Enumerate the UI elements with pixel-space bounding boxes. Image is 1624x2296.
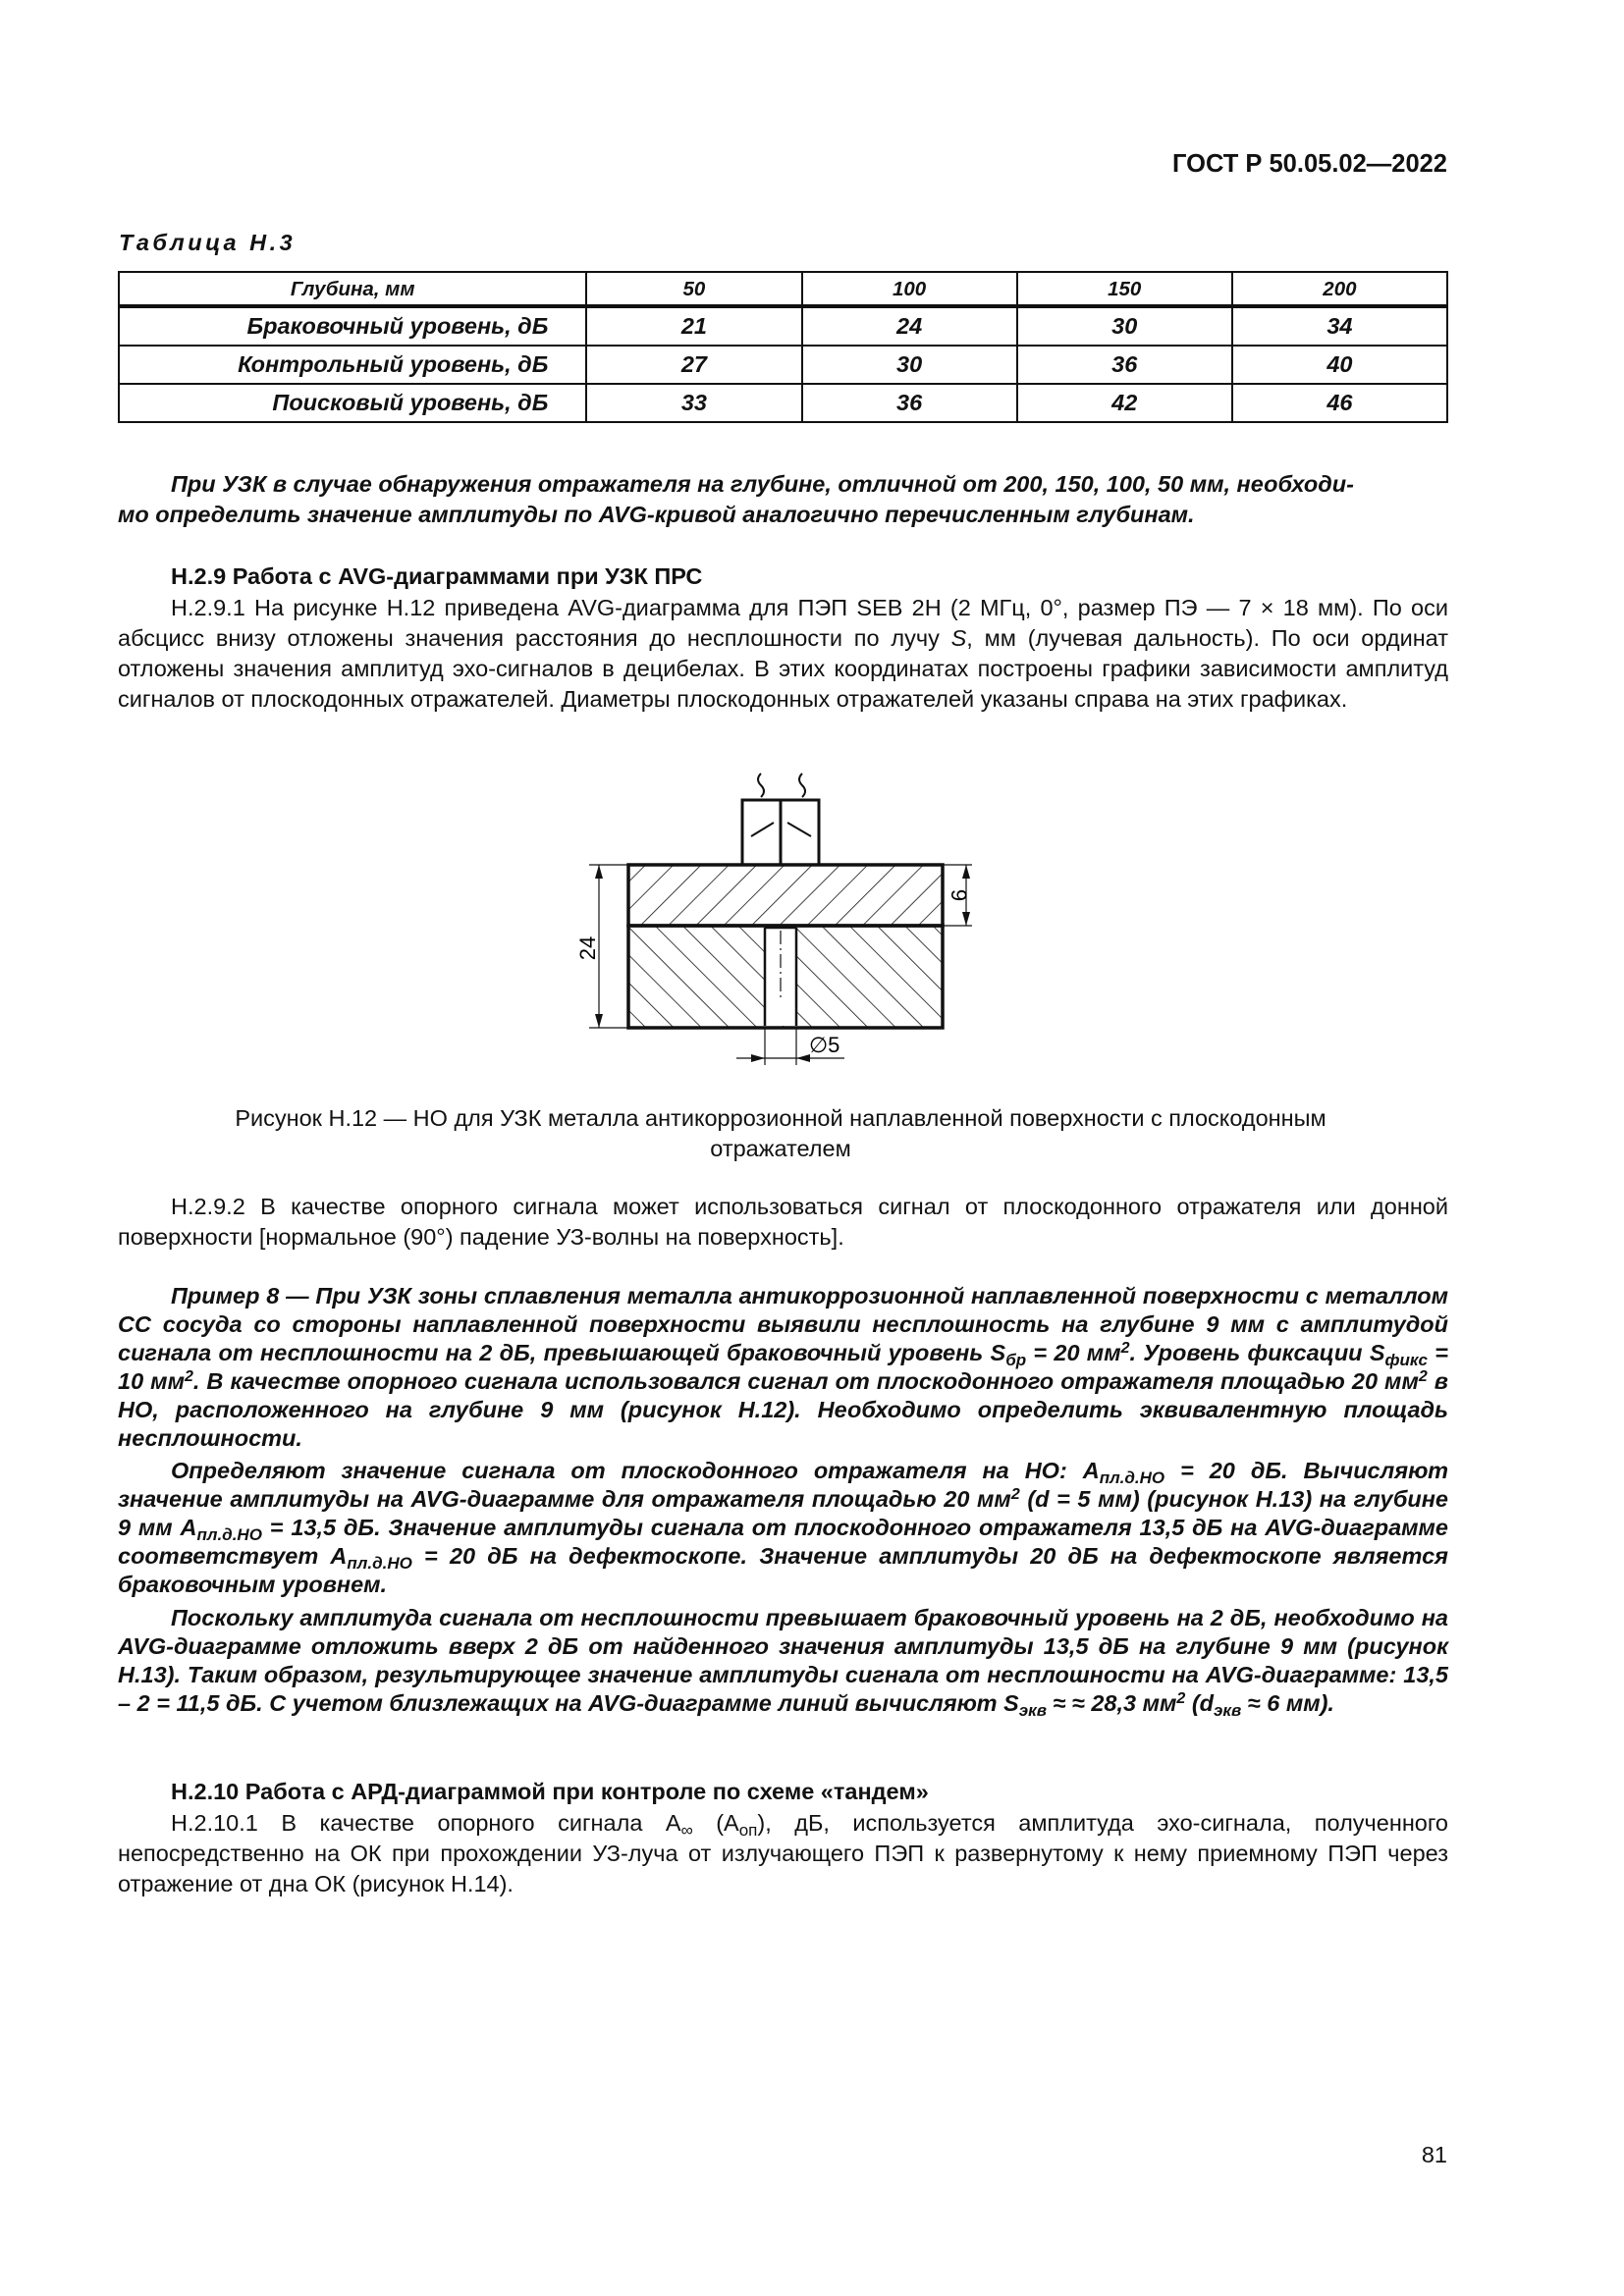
row-label: Поисковый уровень, дБ xyxy=(119,384,586,422)
table-cell: 30 xyxy=(1017,306,1232,346)
note-avg xyxy=(118,469,1448,530)
note-line: мо определить значение амплитуды по AVG-кривой аналогично перечисленным глубинам. xyxy=(118,502,1195,527)
table-row xyxy=(119,306,1447,346)
table-cell: 34 xyxy=(1232,306,1447,346)
variable-s: S xyxy=(950,625,967,651)
table-caption: Таблица Н.3 xyxy=(119,230,297,255)
row-label: Браковочный уровень, дБ xyxy=(119,306,586,346)
text-run: = 20 дБ. Вычисляют значение амплитуды на AVG-диаграмме для отражателя площадью 20 мм xyxy=(118,1458,1448,1512)
table-header-depth: Глубина, мм xyxy=(119,272,586,306)
table-cell: 24 xyxy=(802,306,1017,346)
section-heading-h29: Н.2.9 Работа с AVG-диаграммами при УЗК ПРС xyxy=(171,563,703,589)
figure-drawing xyxy=(550,766,1021,1080)
cladding-layer xyxy=(628,865,943,926)
text-run: Пример 8 — При УЗК зоны сплавления металла антикоррозионной наплавленной поверхности с металлом СС сосуда со стороны наплавленной поверхности выявили несплошность на глубине 9 мм с амплитудой сигнала от несплошности на 2 дБ, превышающей браковочный уровень S xyxy=(118,1283,1448,1365)
text-run: ), дБ, используется амплитуда эхо-сигнала, полученного непосредственно на ОК при прохождении УЗ-луча от излучающего ПЭП к развернутому к нему приемному ПЭП через отражение от дна ОК (рисунок Н.14). xyxy=(118,1810,1448,1896)
text-run: (d = 5 мм) (рисунок Н.13) на глубине 9 мм A xyxy=(118,1486,1448,1540)
caption-line: Рисунок Н.12 — НО для УЗК металла антикоррозионной наплавленной поверхности с плоскодонным xyxy=(235,1105,1326,1131)
text-run: Поскольку амплитуда сигнала от несплошности превышает браковочный уровень на 2 дБ, необходимо на AVG-диаграмме отложить вверх 2 дБ от найденного значения амплитуды 13,5 дБ на глубине 9 мм (рисунок Н.13). Таким образом, результирующее значение амплитуды сигнала от несплошности на AVG-диаграмме: 13,5 – 2 = 11,5 дБ. С учетом близлежащих на AVG-диаграмме линий вычисляют S xyxy=(118,1605,1448,1716)
subscript: фикс xyxy=(1384,1351,1428,1369)
superscript: 2 xyxy=(1010,1486,1020,1503)
text-run: (A xyxy=(692,1810,739,1836)
superscript: 2 xyxy=(1120,1340,1130,1357)
text-run: ≈ 6 мм). xyxy=(1241,1690,1334,1716)
section-heading-h210: Н.2.10 Работа с АРД-диаграммой при контроле по схеме «тандем» xyxy=(171,1779,929,1804)
text-run: = 20 мм xyxy=(1026,1340,1121,1365)
text-run: (d xyxy=(1185,1690,1215,1716)
example-8-p2 xyxy=(118,1457,1448,1599)
cable-icon xyxy=(758,774,764,797)
subscript: экв xyxy=(1214,1701,1242,1720)
table-cell: 36 xyxy=(1017,346,1232,384)
table-header-cell: 50 xyxy=(586,272,801,306)
text-run: Н.2.10.1 В качестве опорного сигнала A xyxy=(171,1810,681,1836)
table-cell: 46 xyxy=(1232,384,1447,422)
subscript: пл.д.НО xyxy=(347,1554,412,1573)
subscript: бр xyxy=(1005,1351,1027,1369)
row-label: Контрольный уровень, дБ xyxy=(119,346,586,384)
superscript: 2 xyxy=(184,1368,193,1385)
document-header: ГОСТ Р 50.05.02—2022 xyxy=(1172,150,1447,178)
table-cell: 36 xyxy=(802,384,1017,422)
table-cell: 42 xyxy=(1017,384,1232,422)
paragraph-h2101 xyxy=(118,1808,1448,1899)
dimension-top-label: 9 xyxy=(947,888,971,902)
text-run: Н.2.9.1 На рисунке Н.12 приведена AVG-диаграмма для ПЭП SEB 2Н (2 МГц, 0°, размер ПЭ — 7 × 18 мм). По оси абсцисс внизу отложены значения расстояния до несплошности по лучу xyxy=(118,595,1448,651)
subscript: ∞ xyxy=(680,1821,693,1840)
text-run: = 20 дБ на дефектоскопе. Значение амплитуды 20 дБ на дефектоскопе является браковочным уровнем. xyxy=(118,1543,1448,1597)
caption-line: отражателем xyxy=(710,1136,851,1161)
table-cell: 40 xyxy=(1232,346,1447,384)
dimension-hole-label: ∅5 xyxy=(809,1033,840,1057)
text-run: = 13,5 дБ. Значение амплитуды сигнала от плоскодонного отражателя 13,5 дБ на AVG-диаграмме соответствует A xyxy=(118,1515,1448,1569)
paragraph-h292: Н.2.9.2 В качестве опорного сигнала может использоваться сигнал от плоскодонного отражателя или донной поверхности [нормальное (90°) падение УЗ-волны на поверхность]. xyxy=(118,1194,1448,1250)
table-header-cell: 150 xyxy=(1017,272,1232,306)
text-run: , мм (лучевая дальность). По оси ординат отложены значения амплитуд эхо-сигналов в децибелах. В этих координатах построены графики зависимости амплитуд сигналов от плоскодонных отражателей. Диаметры плоскодонных отражателей указаны справа на этих графиках. xyxy=(118,625,1448,712)
table-cell: 30 xyxy=(802,346,1017,384)
superscript: 2 xyxy=(1176,1690,1186,1707)
table-header-cell: 200 xyxy=(1232,272,1447,306)
table-header-cell: 100 xyxy=(802,272,1017,306)
text-run: . Уровень фиксации S xyxy=(1129,1340,1385,1365)
subscript: экв xyxy=(1018,1701,1047,1720)
subscript: пл.д.НО xyxy=(196,1525,262,1544)
level-table xyxy=(118,271,1448,423)
text-run: . В качестве опорного сигнала использовался сигнал от плоскодонного отражателя площадью 20 мм xyxy=(192,1368,1419,1394)
table-row xyxy=(119,346,1447,384)
text-run: в НО, расположенного на глубине 9 мм (рисунок Н.12). Необходимо определить эквивалентную площадь несплошности. xyxy=(118,1368,1448,1451)
table-row xyxy=(119,384,1447,422)
table-cell: 33 xyxy=(586,384,801,422)
subscript: оп xyxy=(738,1821,758,1840)
table-cell: 27 xyxy=(586,346,801,384)
page-number: 81 xyxy=(1421,2142,1447,2167)
text-run: Определяют значение сигнала от плоскодонного отражателя на НО: A xyxy=(171,1458,1100,1483)
subscript: пл.д.НО xyxy=(1099,1468,1165,1487)
note-line: При УЗК в случае обнаружения отражателя на глубине, отличной от 200, 150, 100, 50 мм, необходи- xyxy=(171,471,1354,497)
table-cell: 21 xyxy=(586,306,801,346)
table-header-row xyxy=(119,272,1447,306)
dimension-total-label: 24 xyxy=(575,935,600,961)
example-8-p1 xyxy=(118,1282,1448,1453)
superscript: 2 xyxy=(1418,1368,1428,1385)
figure-h12 xyxy=(550,766,1021,1088)
cable-icon xyxy=(799,774,805,797)
text-run: = 10 мм xyxy=(118,1340,1449,1394)
text-run: ≈ ≈ 28,3 мм xyxy=(1046,1690,1177,1716)
paragraph-h291 xyxy=(118,593,1448,715)
figure-caption xyxy=(191,1103,1370,1164)
example-8-p3 xyxy=(118,1604,1448,1718)
